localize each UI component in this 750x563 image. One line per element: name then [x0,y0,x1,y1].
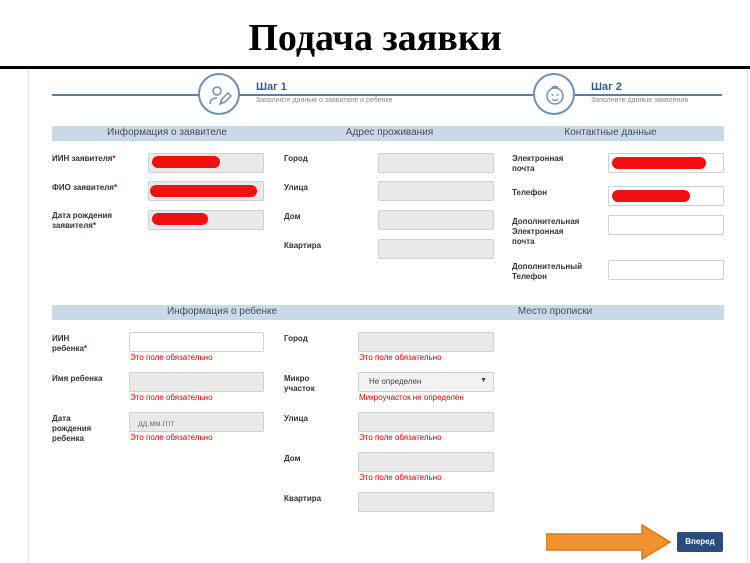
step-1-title: Шаг 1 [256,81,287,93]
section-residence-address: Адрес проживания [345,127,434,138]
registration-city-error: Это поле обязательно [359,353,442,362]
child-birthdate-field[interactable] [129,412,264,432]
contact-extra-email-field[interactable] [608,215,724,235]
contact-extra-phone-label: Дополнительный Телефон [512,262,582,281]
address-city-label: Город [284,154,308,163]
section-registration-place: Место прописки [517,306,593,317]
address-apartment-label: Квартира [284,241,322,250]
child-iin-field[interactable] [129,332,264,352]
redaction-mark [612,157,706,169]
registration-house-error: Это поле обязательно [359,473,442,482]
address-city-field[interactable] [378,153,494,173]
orange-arrow-icon [546,524,672,560]
registration-micro-value: Не определен [369,377,422,386]
child-name-field[interactable] [129,372,264,392]
registration-street-label: Улица [284,414,308,423]
slide-title: Подача заявки [248,17,502,59]
contact-phone-label: Телефон [512,188,547,197]
child-birthdate-input[interactable] [130,415,263,433]
section-contact-data: Контактные данные [564,127,657,138]
registration-apartment-field[interactable] [358,492,494,512]
child-iin-error: Это поле обязательно [130,353,213,362]
child-iin-label: ИИН ребенка* [52,334,88,353]
step-2-circle[interactable] [533,73,575,115]
step-2-title: Шаг 2 [591,81,622,93]
registration-micro-label: Микро участок [284,374,315,393]
section-child-info: Информация о ребенке [166,306,278,317]
address-apartment-field[interactable] [378,239,494,259]
registration-apartment-label: Квартира [284,494,322,503]
registration-house-label: Дом [284,454,301,463]
registration-street-field[interactable] [358,412,494,432]
redaction-mark [612,190,690,202]
redaction-mark [152,156,220,168]
registration-city-label: Город [284,334,308,343]
contact-extra-phone-field[interactable] [608,260,724,280]
applicant-iin-label: ИИН заявителя* [52,154,116,163]
dropdown-arrow-icon: ▼ [480,377,487,384]
registration-micro-error: Микроучасток не определен [359,393,464,402]
child-birthdate-error: Это поле обязательно [130,433,213,442]
registration-house-field[interactable] [358,452,494,472]
next-button[interactable]: Вперед [677,532,723,552]
address-street-label: Улица [284,183,308,192]
registration-city-field[interactable] [358,332,494,352]
step-1-subtitle: Заполните данные о заявителе и ребенке [256,97,393,104]
section-applicant-info: Информация о заявителе [107,127,227,138]
registration-micro-select[interactable] [358,372,494,392]
contact-email-label: Электронная почта [512,154,564,173]
step-1-circle[interactable] [198,73,240,115]
redaction-mark [150,185,257,197]
address-street-field[interactable] [378,181,494,201]
child-face-icon [543,83,567,107]
stepper-line [52,94,722,96]
applicant-fio-label: ФИО заявителя* [52,183,118,192]
redaction-mark [152,213,208,225]
child-name-error: Это поле обязательно [130,393,213,402]
address-house-label: Дом [284,212,301,221]
contact-extra-email-label: Дополнительная Электронная почта [512,217,580,246]
registration-street-error: Это поле обязательно [359,433,442,442]
child-name-label: Имя ребенка [52,374,103,383]
user-edit-icon [208,83,232,107]
step-2-subtitle: Заполните данные заявления [591,97,689,104]
child-birthdate-label: Дата рождения ребенка [52,414,92,443]
applicant-birthdate-label: Дата рождения заявителя* [52,211,113,230]
address-house-field[interactable] [378,210,494,230]
